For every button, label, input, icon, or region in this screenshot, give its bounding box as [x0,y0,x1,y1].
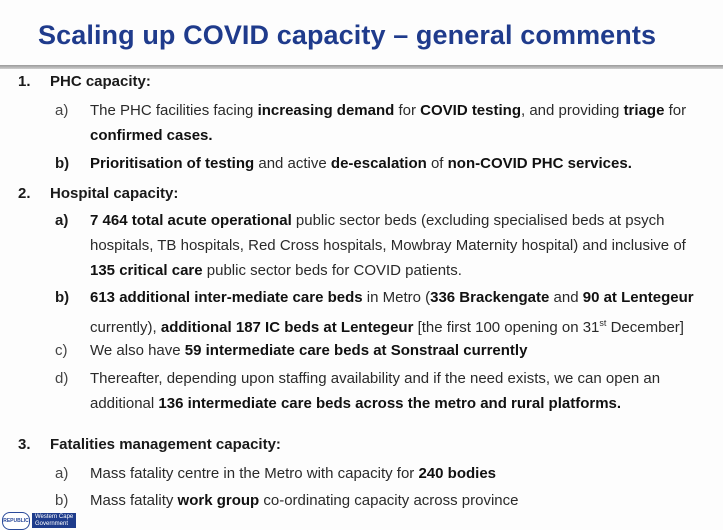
body-text: Mass fatality [90,492,178,509]
item-text-line [90,127,213,145]
body-text: The PHC facilities facing [90,102,258,119]
emphasis-text: 90 at Lentegeur [582,289,694,306]
emphasis-text: de-escalation [330,155,427,172]
section-heading: PHC capacity: [50,73,151,90]
section-number: 2. [18,185,31,202]
body-text: in Metro ( [362,289,431,306]
item-text-line [90,342,527,360]
emphasis-text: Prioritisation of testing [90,155,255,172]
body-text: hospitals, TB hospitals, Red Cross hospitals, Mowbray Maternity hospital) and inclusive of [90,237,686,254]
emphasis-text: 7 464 total acute operational [90,212,292,229]
body-text: for [394,102,421,119]
item-text-line [90,370,660,388]
emphasis-text: triage [623,102,665,119]
item-text-line [90,314,684,337]
body-text: December] [606,319,684,336]
body-text: Mass fatality centre in the Metro with capacity for [90,465,419,482]
body-text: co-ordinating capacity across province [259,492,519,509]
emphasis-text: work group [177,492,260,509]
item-letter: c) [55,342,68,359]
item-letter: a) [55,102,69,119]
item-text-line [90,102,686,120]
item-letter: a) [55,465,69,482]
section-heading: Fatalities management capacity: [50,436,281,453]
item-letter: a) [55,212,69,229]
section-number: 3. [18,436,31,453]
item-text-line [90,212,664,230]
emphasis-text: 59 intermediate care beds at Sonstraal currently [184,342,528,359]
body-text: of [426,155,448,172]
item-text-line [90,395,621,413]
item-letter: b) [55,155,70,172]
emphasis-text: 613 additional inter-mediate care beds [90,289,363,306]
body-text: currently), [90,319,161,336]
body-text: additional [90,395,159,412]
section-number: 1. [18,73,31,90]
body-text: public sector beds for COVID patients. [202,262,462,279]
body-text: and [549,289,583,306]
emphasis-text: non-COVID PHC services. [447,155,632,172]
body-text: , and providing [520,102,624,119]
item-text-line [90,289,694,307]
body-text: Thereafter, depending upon staffing availability and if the need exists, we can open an [90,370,661,387]
body-text: We also have [90,342,185,359]
body-text: for [664,102,687,119]
body-text: st [599,318,607,328]
item-letter: b) [55,289,70,306]
slide-title: Scaling up COVID capacity – general comments [38,20,657,50]
emphasis-text: additional 187 IC beds at Lentegeur [160,319,414,336]
item-text-line [90,155,632,173]
western-cape-government-logo [2,511,90,530]
title-divider [0,65,723,69]
emphasis-text: 136 intermediate care beds across the metro and rural platforms. [158,395,622,412]
item-text-line [90,237,686,255]
emphasis-text: 240 bodies [418,465,497,482]
emphasis-text: confirmed cases. [90,127,213,144]
item-letter: b) [55,492,69,509]
emphasis-text: 336 Brackengate [430,289,550,306]
emphasis-text: 135 critical care [90,262,203,279]
item-text-line [90,465,496,483]
body-text: public sector beds (excluding specialised beds at psych [291,212,665,229]
item-text-line [90,492,519,510]
emphasis-text: COVID testing [420,102,521,119]
section-heading: Hospital capacity: [50,185,179,202]
logo-wordmark: Western Cape Government [32,513,76,528]
coat-of-arms-icon: REPUBLIC [2,512,30,530]
body-text: [the first 100 opening on 31 [413,319,600,336]
item-text-line [90,262,462,280]
item-letter: d) [55,370,69,387]
body-text: and active [254,155,331,172]
emphasis-text: increasing demand [257,102,395,119]
